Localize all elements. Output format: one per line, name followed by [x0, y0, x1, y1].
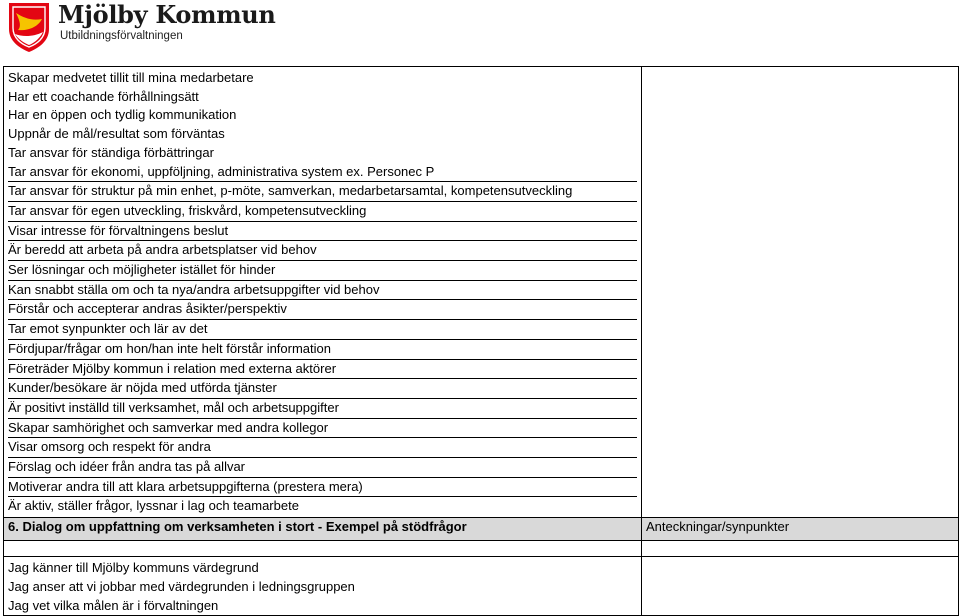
municipal-shield-logo: [7, 1, 51, 53]
assessment-table: [3, 66, 959, 616]
criteria-item: Företräder Mjölby kommun i relation med externa aktörer: [8, 360, 637, 380]
criteria-item: Har en öppen och tydlig kommunikation: [8, 107, 237, 123]
criteria-item: Motiverar andra till att klara arbetsuppgifterna (prestera mera): [8, 478, 637, 498]
criteria-notes-cell[interactable]: [642, 67, 959, 518]
criteria-item: Uppnår de mål/resultat som förväntas: [8, 126, 225, 142]
criteria-item: Är beredd att arbeta på andra arbetsplatser vid behov: [8, 241, 637, 261]
criteria-item: Skapar medvetet tillit till mina medarbetare: [8, 70, 254, 85]
section-6-header-row: [4, 518, 959, 541]
spacer-notes-cell[interactable]: [642, 541, 959, 557]
criteria-item: Förstår och accepterar andras åsikter/perspektiv: [8, 300, 637, 320]
section-6-items-row: [4, 557, 959, 616]
criteria-item: Tar ansvar för struktur på min enhet, p-möte, samverkan, medarbetarsamtal, kompetensutveckling: [8, 182, 637, 202]
criteria-list-cell: [4, 67, 642, 518]
criteria-row: [4, 67, 959, 518]
question-item: Jag känner till Mjölby kommuns värdegrund: [8, 560, 259, 576]
criteria-item: Kan snabbt ställa om och ta nya/andra arbetsuppgifter vid behov: [8, 281, 637, 301]
spacer-cell: [4, 541, 642, 557]
criteria-item: Fördjupar/frågar om hon/han inte helt förstår information: [8, 340, 637, 360]
section-6-list-cell: [4, 557, 642, 616]
criteria-item: Är aktiv, ställer frågor, lyssnar i lag och teamarbete: [8, 498, 299, 514]
criteria-item: Visar intresse för förvaltningens beslut: [8, 222, 637, 242]
criteria-item: Har ett coachande förhållningsätt: [8, 88, 199, 104]
notes-column-label: Anteckningar/synpunkter: [642, 518, 959, 541]
criteria-item: Skapar samhörighet och samverkar med andra kollegor: [8, 419, 637, 439]
criteria-item: Visar omsorg och respekt för andra: [8, 438, 637, 458]
section-6-title: 6. Dialog om uppfattning om verksamheten i stort - Exempel på stödfrågor: [4, 518, 642, 541]
criteria-item: Tar ansvar för egen utveckling, friskvård, kompetensutveckling: [8, 202, 637, 222]
criteria-item: Tar emot synpunkter och lär av det: [8, 320, 637, 340]
question-item: Jag vet vilka målen är i förvaltningen: [8, 597, 219, 613]
page-header: [0, 0, 300, 56]
org-subtitle: Utbildningsförvaltningen: [60, 30, 183, 42]
spacer-row: [4, 541, 959, 557]
criteria-item: Tar ansvar för ekonomi, uppföljning, administrativa system ex. Personec P: [8, 163, 637, 183]
criteria-item: Tar ansvar för ständiga förbättringar: [8, 144, 214, 160]
section-6-notes-cell[interactable]: [642, 557, 959, 616]
criteria-item: Ser lösningar och möjligheter istället för hinder: [8, 261, 637, 281]
criteria-item: Kunder/besökare är nöjda med utförda tjänster: [8, 379, 637, 399]
question-item: Jag anser att vi jobbar med värdegrunden i ledningsgruppen: [8, 578, 355, 594]
criteria-item: Är positivt inställd till verksamhet, mål och arbetsuppgifter: [8, 399, 637, 419]
criteria-item: Förslag och idéer från andra tas på allvar: [8, 458, 637, 478]
org-name: Mjölby Kommun: [58, 0, 276, 29]
